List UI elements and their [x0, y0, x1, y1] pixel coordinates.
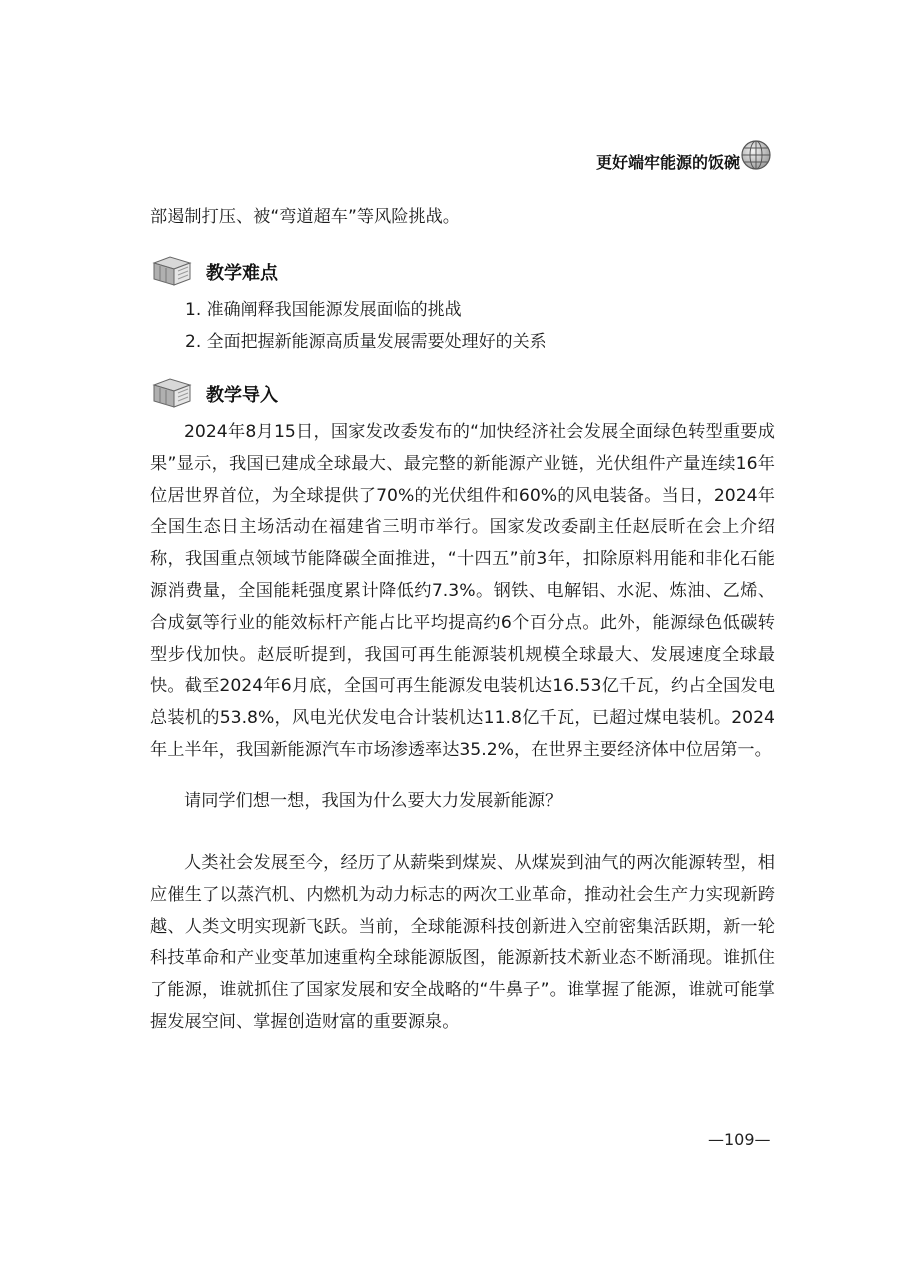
- section-heading-difficulties: [150, 253, 450, 289]
- body-paragraph: 人类社会发展至今，经历了从薪柴到煤炭、从煤炭到油气的两次能源转型，相应催生了以蒸汽机、内燃机为动力标志的两次工业革命，推动社会生产力实现新跨越、人类文明实现新飞跃。当前，全球能源科技创新进入空前密集活跃期，新一轮科技革命和产业变革加速重构全球能源版图，能源新技术新业态不断涌现。谁抓住了能源，谁就抓住了国家发展和安全战略的“牛鼻子”。谁掌握了能源，谁就可能掌握发展空间、掌握创造财富的重要源泉。: [150, 853, 775, 1032]
- introduction-question: 请同学们想一想，我国为什么要大力发展新能源？: [184, 791, 563, 811]
- section-title-difficulties: 教学难点: [206, 263, 278, 284]
- globe-icon: [740, 139, 772, 171]
- section-title-introduction: 教学导入: [206, 385, 278, 406]
- difficulties-list: [185, 294, 547, 358]
- book-icon: [150, 253, 196, 289]
- chapter-title: 更好端牢能源的饭碗: [596, 153, 741, 172]
- book-icon: [150, 375, 196, 411]
- page-number: —109—: [708, 1130, 771, 1149]
- section-heading-introduction: [150, 375, 450, 411]
- introduction-paragraph: 2024年8月15日，国家发改委发布的“加快经济社会发展全面绿色转型重要成果”显示，我国已建成全球最大、最完整的新能源产业链，光伏组件产量连续16年位居世界首位，为全球提供了70%的光伏组件和60%的风电装备。当日，2024年全国生态日主场活动在福建省三明市举行。国家发改委副主任赵辰昕在会上介绍称，我国重点领域节能降碳全面推进，“十四五”前3年，扣除原料用能和非化石能源消费量，全国能耗强度累计降低约7.3%。钢铁、电解铝、水泥、炼油、乙烯、合成氨等行业的能效标杆产能占比平均提高约6个百分点。此外，能源绿色低碳转型步伐加快。赵辰昕提到，我国可再生能源装机规模全球最大、发展速度全球最快。截至2024年6月底，全国可再生能源发电装机达16.53亿千瓦，约占全国发电总装机的53.8%，风电光伏发电合计装机达11.8亿千瓦，已超过煤电装机。2024年上半年，我国新能源汽车市场渗透率达35.2%，在世界主要经济体中位居第一。: [150, 422, 775, 760]
- list-item: 2. 全面把握新能源高质量发展需要处理好的关系: [185, 332, 547, 352]
- intro-fragment: 部遏制打压、被“弯道超车”等风险挑战。: [150, 207, 460, 227]
- list-item: 1. 准确阐释我国能源发展面临的挑战: [185, 300, 462, 320]
